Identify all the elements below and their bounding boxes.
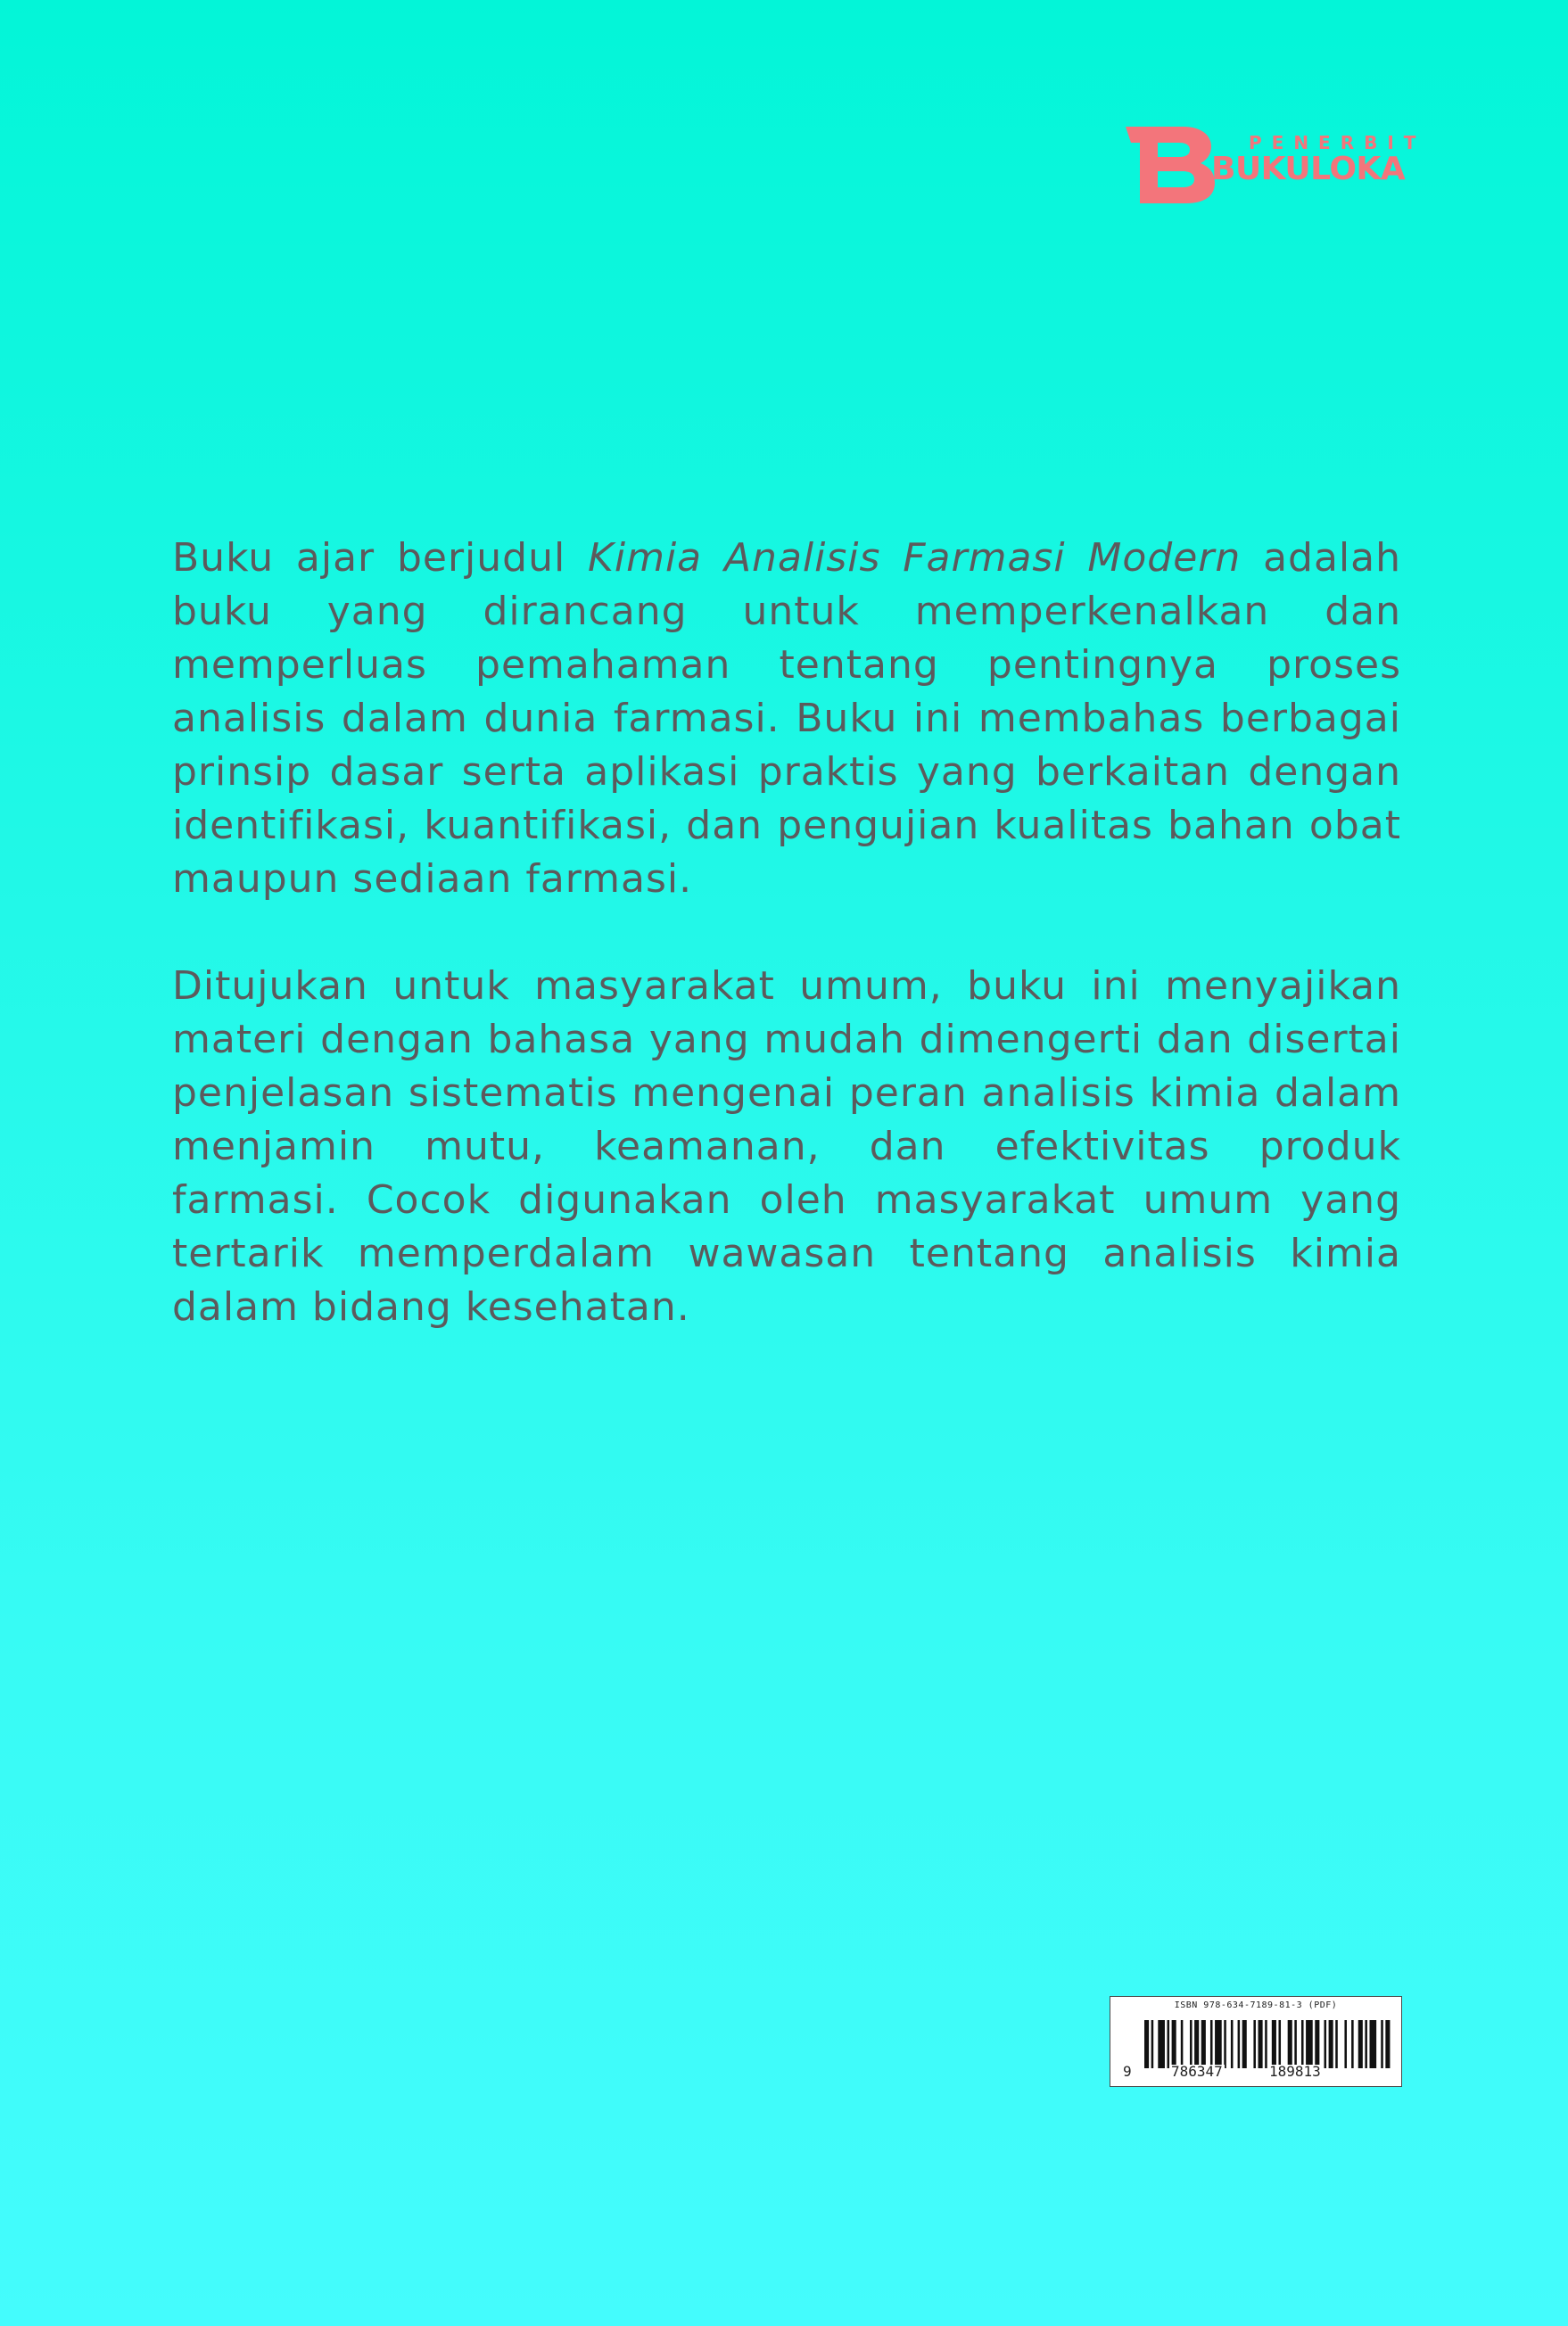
barcode-bars-icon [1144,2020,1392,2068]
description-body-1: adalah buku yang dirancang untuk memperkenalkan dan memperluas pemahaman tentang pentingnya proses analisis dalam dunia farmasi. Buku ini membahas berbagai prinsip dasar serta aplikasi praktis yang berkaitan dengan identifikasi, kuantifikasi, dan pengujian kualitas bahan obat maupun sediaan farmasi. [172,535,1401,902]
book-description [172,532,1401,1334]
isbn-barcode [1110,1996,1402,2087]
barcode-right-digits: 189813 [1269,2063,1321,2080]
logo-penerbit-text: PENERBIT [1249,132,1426,153]
description-paragraph-1 [172,532,1401,906]
description-intro: Buku ajar berjudul [172,535,589,581]
bukuloka-b-logo-icon [1126,123,1217,205]
isbn-number: ISBN 978-634-7189-81-3 (PDF) [1174,2000,1338,2010]
publisher-logo [1126,123,1452,205]
logo-bukuloka-text: BUKULOKA [1211,151,1406,187]
book-title: Kimia Analisis Farmasi Modern [588,535,1242,581]
barcode-first-digit: 9 [1123,2063,1132,2080]
description-paragraph-2: Ditujukan untuk masyarakat umum, buku ini menyajikan materi dengan bahasa yang mudah dimengerti dan disertai penjelasan sistematis mengenai peran analisis kimia dalam menjamin mutu, keamanan, dan efektivitas produk farmasi. Cocok digunakan oleh masyarakat umum yang tertarik memperdalam wawasan tentang analisis kimia dalam bidang kesehatan. [172,963,1401,1330]
barcode-left-digits: 786347 [1171,2063,1223,2080]
